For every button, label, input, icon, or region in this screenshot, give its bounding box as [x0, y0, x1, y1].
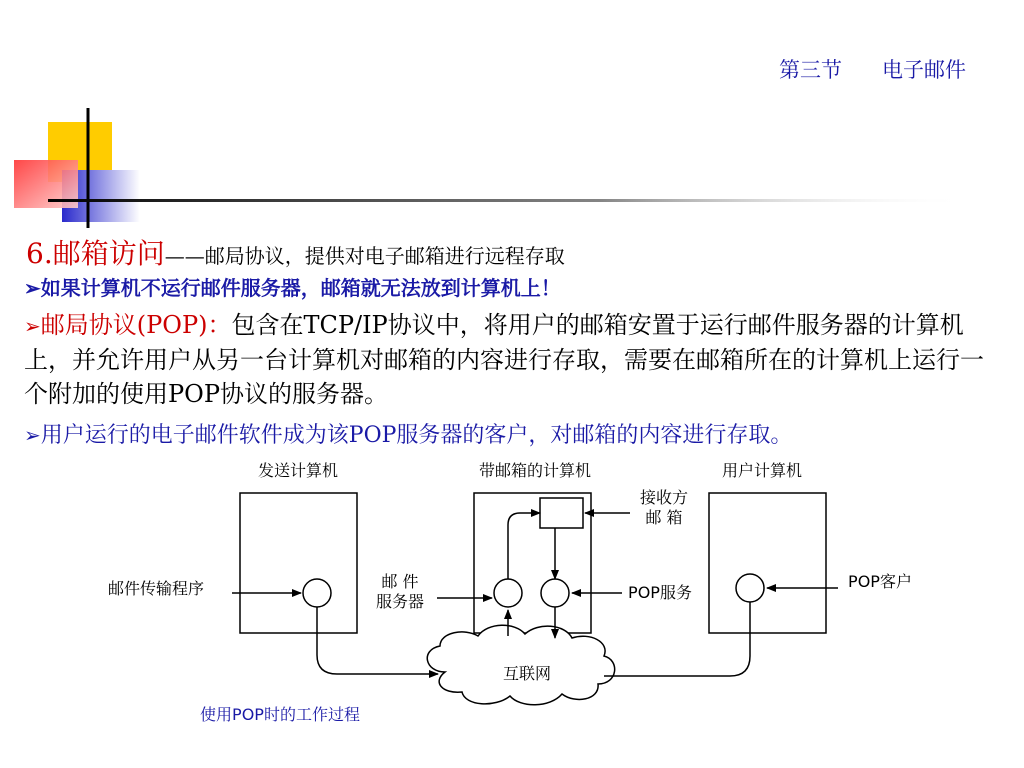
bullet-arrow-icon: ➢ — [24, 314, 41, 338]
heading-title: 6.邮箱访问 — [26, 237, 165, 270]
user-computer-box — [709, 493, 826, 633]
diagram-caption: 使用POP时的工作过程 — [200, 705, 360, 724]
sender-computer-title: 发送计算机 — [257, 461, 339, 480]
section-heading — [26, 232, 565, 272]
pop-client-label: POP客户 — [848, 572, 912, 591]
bullet-3-text: 用户运行的电子邮件软件成为该POP服务器的客户，对邮箱的内容进行存取。 — [40, 423, 793, 448]
deco-horizontal-line — [48, 199, 968, 202]
sender-process-circle — [303, 579, 331, 607]
decorative-corner-graphic — [0, 0, 1024, 230]
sender-computer-box — [240, 493, 357, 633]
bullet-2-term: 邮局协议(POP)： — [40, 311, 232, 339]
mail-server-label-2: 服务器 — [375, 592, 425, 611]
pop-client-circle — [736, 574, 764, 602]
receiver-mailbox-icon — [540, 498, 583, 528]
bullet-1 — [24, 272, 561, 301]
mail-server-circle — [494, 579, 522, 607]
pop-server-label: POP服务 — [628, 583, 692, 602]
pop-workflow-diagram — [0, 450, 1024, 750]
internet-label: 互联网 — [502, 664, 552, 683]
mail-transfer-label: 邮件传输程序 — [107, 579, 205, 598]
section-topic: 电子邮件 — [882, 58, 966, 82]
bullet-1-text: 如果计算机不运行邮件服务器，邮箱就无法放到计算机上！ — [40, 276, 561, 300]
bullet-2-text: 包含在TCP/IP协议中，将用户的邮箱安置于运行邮件服务器的计算机上，并允许用户从另一台计算机对邮箱的内容进行存取，需要在邮箱所在的计算机上运行一个附加的使用POP协议的服务器。 — [24, 311, 984, 408]
section-number: 第三节 — [779, 58, 842, 82]
slide-header — [779, 54, 966, 84]
receiver-mailbox-label-2: 邮 箱 — [645, 508, 683, 527]
bullet-3 — [24, 418, 792, 449]
pop-server-circle — [541, 579, 569, 607]
bullet-arrow-icon: ➢ — [24, 276, 41, 300]
heading-subtitle: ——邮局协议，提供对电子邮箱进行远程存取 — [164, 244, 565, 268]
user-computer-title: 用户计算机 — [721, 461, 803, 480]
bullet-arrow-icon: ➢ — [24, 423, 41, 447]
bullet-2 — [24, 308, 1004, 411]
mailbox-computer-title: 带邮箱的计算机 — [478, 461, 592, 480]
mail-server-label-1: 邮 件 — [381, 572, 419, 591]
receiver-mailbox-label-1: 接收方 — [639, 488, 689, 507]
